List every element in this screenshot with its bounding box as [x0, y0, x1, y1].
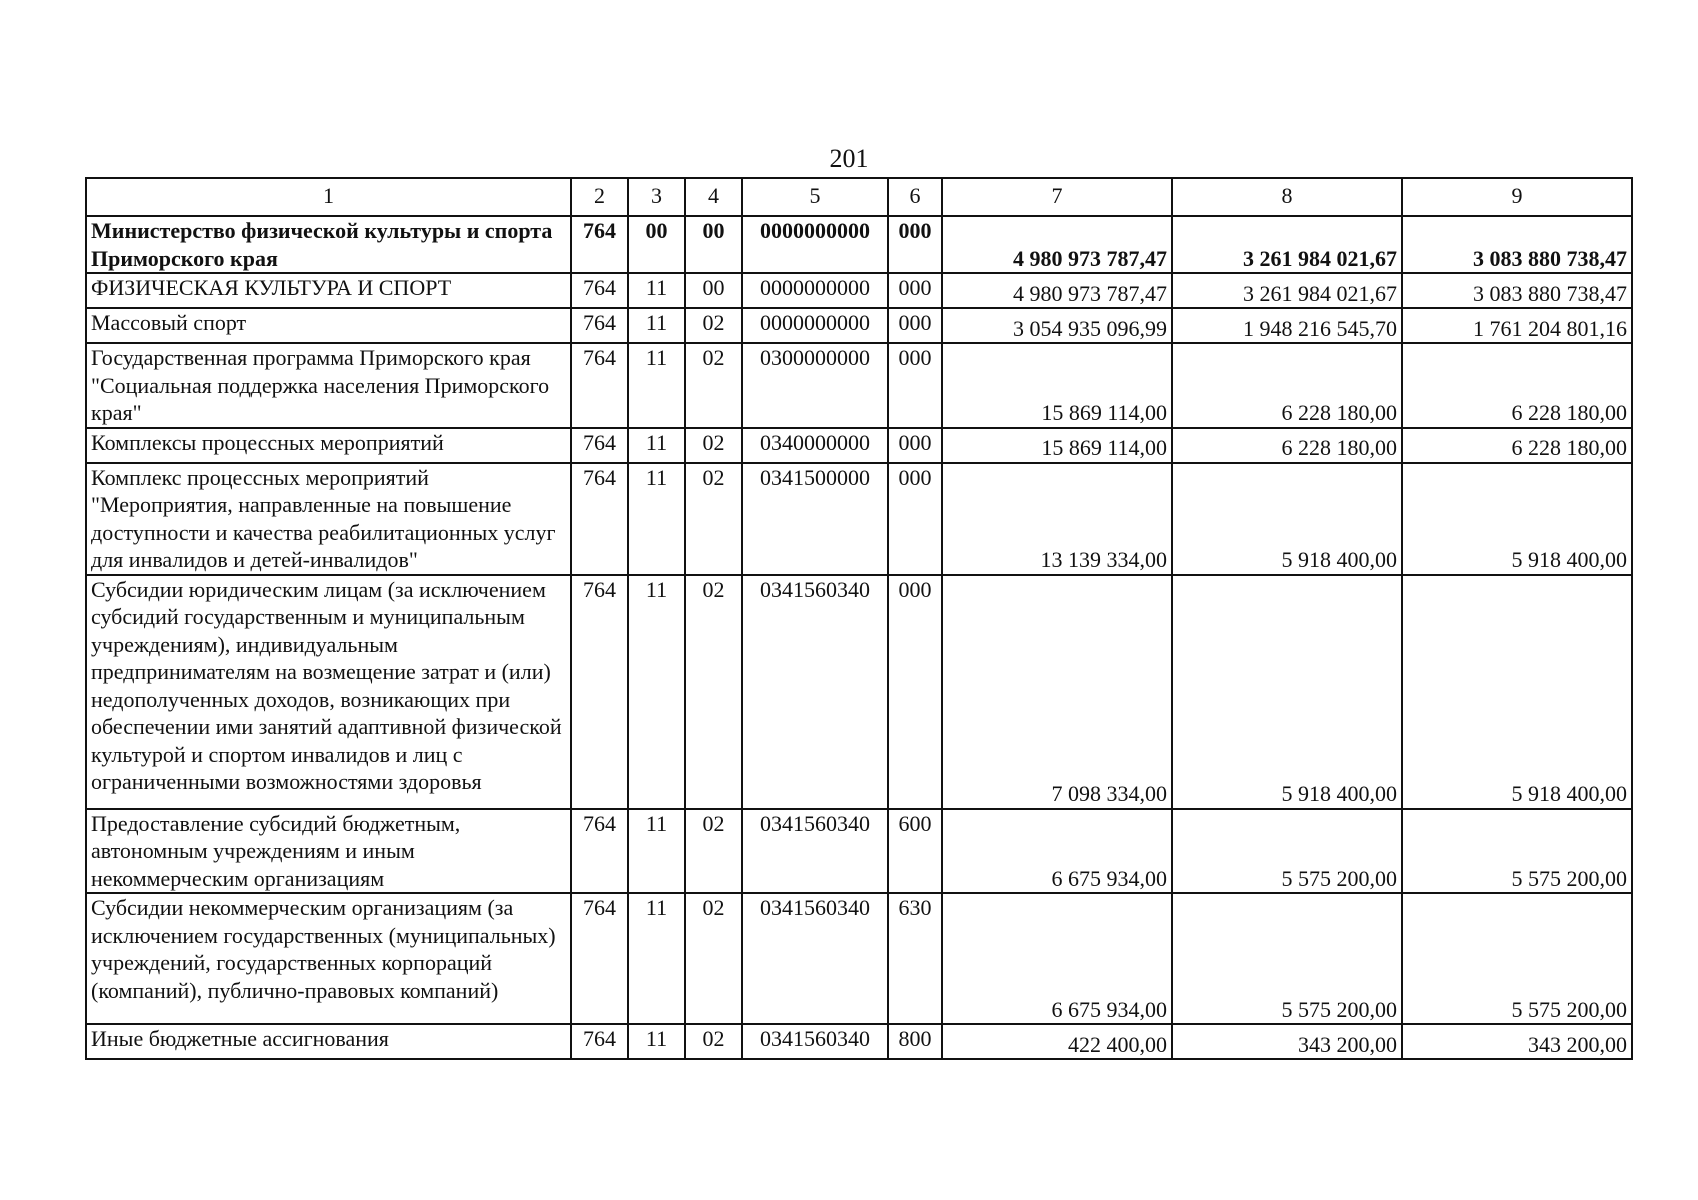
code-cell-col6: 000 [888, 463, 942, 575]
table-row [86, 1024, 1632, 1059]
table-row [86, 343, 1632, 428]
code-cell-col5: 0000000000 [742, 273, 888, 308]
budget-table [85, 177, 1633, 1060]
amount-cell-col7: 7 098 334,00 [942, 575, 1172, 809]
amount-cell-col7: 6 675 934,00 [942, 809, 1172, 894]
column-header: 3 [628, 178, 685, 216]
amount-cell-col7: 422 400,00 [942, 1024, 1172, 1059]
code-cell-col3: 11 [628, 273, 685, 308]
code-cell-col4: 02 [685, 1024, 742, 1059]
code-cell-col4: 02 [685, 343, 742, 428]
column-header: 1 [86, 178, 571, 216]
table-row [86, 216, 1632, 273]
code-cell-col3: 11 [628, 428, 685, 463]
code-cell-col3: 11 [628, 463, 685, 575]
code-cell-col6: 000 [888, 428, 942, 463]
code-cell-col5: 0341560340 [742, 809, 888, 894]
row-name-cell: Государственная программа Приморского края "Социальная поддержка населения Приморского края" [86, 343, 571, 428]
table-row [86, 809, 1632, 894]
amount-cell-col9: 3 083 880 738,47 [1402, 273, 1632, 308]
code-cell-col5: 0341560340 [742, 575, 888, 809]
code-cell-col2: 764 [571, 308, 628, 343]
code-cell-col4: 02 [685, 893, 742, 1024]
table-row [86, 893, 1632, 1024]
amount-cell-col8: 5 918 400,00 [1172, 575, 1402, 809]
row-name-cell: Комплексы процессных мероприятий [86, 428, 571, 463]
code-cell-col2: 764 [571, 575, 628, 809]
amount-cell-col9: 3 083 880 738,47 [1402, 216, 1632, 273]
amount-cell-col7: 13 139 334,00 [942, 463, 1172, 575]
amount-cell-col8: 1 948 216 545,70 [1172, 308, 1402, 343]
code-cell-col2: 764 [571, 893, 628, 1024]
code-cell-col6: 800 [888, 1024, 942, 1059]
code-cell-col6: 630 [888, 893, 942, 1024]
code-cell-col6: 600 [888, 809, 942, 894]
code-cell-col2: 764 [571, 428, 628, 463]
column-header: 9 [1402, 178, 1632, 216]
amount-cell-col7: 15 869 114,00 [942, 428, 1172, 463]
column-header: 2 [571, 178, 628, 216]
amount-cell-col9: 6 228 180,00 [1402, 428, 1632, 463]
amount-cell-col8: 3 261 984 021,67 [1172, 216, 1402, 273]
code-cell-col3: 11 [628, 809, 685, 894]
code-cell-col4: 00 [685, 273, 742, 308]
code-cell-col2: 764 [571, 343, 628, 428]
column-header: 7 [942, 178, 1172, 216]
row-name-cell: Комплекс процессных мероприятий "Мероприятия, направленные на повышение доступности и качества реабилитационных услуг для инвалидов и детей-инвалидов" [86, 463, 571, 575]
code-cell-col3: 11 [628, 893, 685, 1024]
code-cell-col3: 11 [628, 343, 685, 428]
code-cell-col4: 02 [685, 428, 742, 463]
code-cell-col5: 0000000000 [742, 216, 888, 273]
amount-cell-col8: 5 575 200,00 [1172, 893, 1402, 1024]
amount-cell-col9: 343 200,00 [1402, 1024, 1632, 1059]
amount-cell-col8: 5 575 200,00 [1172, 809, 1402, 894]
code-cell-col5: 0000000000 [742, 308, 888, 343]
amount-cell-col8: 6 228 180,00 [1172, 343, 1402, 428]
code-cell-col5: 0340000000 [742, 428, 888, 463]
amount-cell-col7: 6 675 934,00 [942, 893, 1172, 1024]
row-name-cell: Иные бюджетные ассигнования [86, 1024, 571, 1059]
amount-cell-col8: 5 918 400,00 [1172, 463, 1402, 575]
code-cell-col6: 000 [888, 308, 942, 343]
amount-cell-col7: 4 980 973 787,47 [942, 273, 1172, 308]
column-header: 8 [1172, 178, 1402, 216]
code-cell-col6: 000 [888, 575, 942, 809]
code-cell-col3: 11 [628, 575, 685, 809]
table-row [86, 273, 1632, 308]
table-row [86, 463, 1632, 575]
page-number: 201 [829, 144, 869, 173]
table-row [86, 575, 1632, 809]
table-row [86, 308, 1632, 343]
amount-cell-col9: 5 575 200,00 [1402, 809, 1632, 894]
row-name-cell: Предоставление субсидий бюджетным, автономным учреждениям и иным некоммерческим организациям [86, 809, 571, 894]
amount-cell-col8: 6 228 180,00 [1172, 428, 1402, 463]
code-cell-col5: 0300000000 [742, 343, 888, 428]
row-name-cell: ФИЗИЧЕСКАЯ КУЛЬТУРА И СПОРТ [86, 273, 571, 308]
code-cell-col3: 11 [628, 1024, 685, 1059]
code-cell-col3: 00 [628, 216, 685, 273]
row-name-cell: Субсидии некоммерческим организациям (за исключением государственных (муниципальных) учреждений, государственных корпораций (компаний), публично-правовых компаний) [86, 893, 571, 1024]
column-header-row [86, 178, 1632, 216]
code-cell-col4: 02 [685, 463, 742, 575]
code-cell-col5: 0341560340 [742, 893, 888, 1024]
code-cell-col4: 02 [685, 575, 742, 809]
code-cell-col6: 000 [888, 343, 942, 428]
column-header: 4 [685, 178, 742, 216]
row-name-cell: Массовый спорт [86, 308, 571, 343]
code-cell-col2: 764 [571, 463, 628, 575]
code-cell-col5: 0341560340 [742, 1024, 888, 1059]
amount-cell-col9: 5 918 400,00 [1402, 463, 1632, 575]
column-header: 5 [742, 178, 888, 216]
amount-cell-col9: 5 575 200,00 [1402, 893, 1632, 1024]
amount-cell-col8: 343 200,00 [1172, 1024, 1402, 1059]
code-cell-col2: 764 [571, 216, 628, 273]
code-cell-col5: 0341500000 [742, 463, 888, 575]
amount-cell-col8: 3 261 984 021,67 [1172, 273, 1402, 308]
amount-cell-col7: 3 054 935 096,99 [942, 308, 1172, 343]
code-cell-col2: 764 [571, 273, 628, 308]
table-row [86, 428, 1632, 463]
code-cell-col2: 764 [571, 1024, 628, 1059]
amount-cell-col9: 1 761 204 801,16 [1402, 308, 1632, 343]
code-cell-col4: 02 [685, 809, 742, 894]
amount-cell-col9: 5 918 400,00 [1402, 575, 1632, 809]
code-cell-col4: 02 [685, 308, 742, 343]
code-cell-col2: 764 [571, 809, 628, 894]
code-cell-col6: 000 [888, 216, 942, 273]
amount-cell-col7: 15 869 114,00 [942, 343, 1172, 428]
code-cell-col4: 00 [685, 216, 742, 273]
code-cell-col6: 000 [888, 273, 942, 308]
row-name-cell: Субсидии юридическим лицам (за исключением субсидий государственным и муниципальным учреждениям), индивидуальным предпринимателям на возмещение затрат и (или) недополученных доходов, возникающих при обеспечении ими занятий адаптивной физической культурой и спортом инвалидов и лиц с ограниченными возможностями здоровья [86, 575, 571, 809]
amount-cell-col9: 6 228 180,00 [1402, 343, 1632, 428]
amount-cell-col7: 4 980 973 787,47 [942, 216, 1172, 273]
row-name-cell: Министерство физической культуры и спорта Приморского края [86, 216, 571, 273]
code-cell-col3: 11 [628, 308, 685, 343]
column-header: 6 [888, 178, 942, 216]
